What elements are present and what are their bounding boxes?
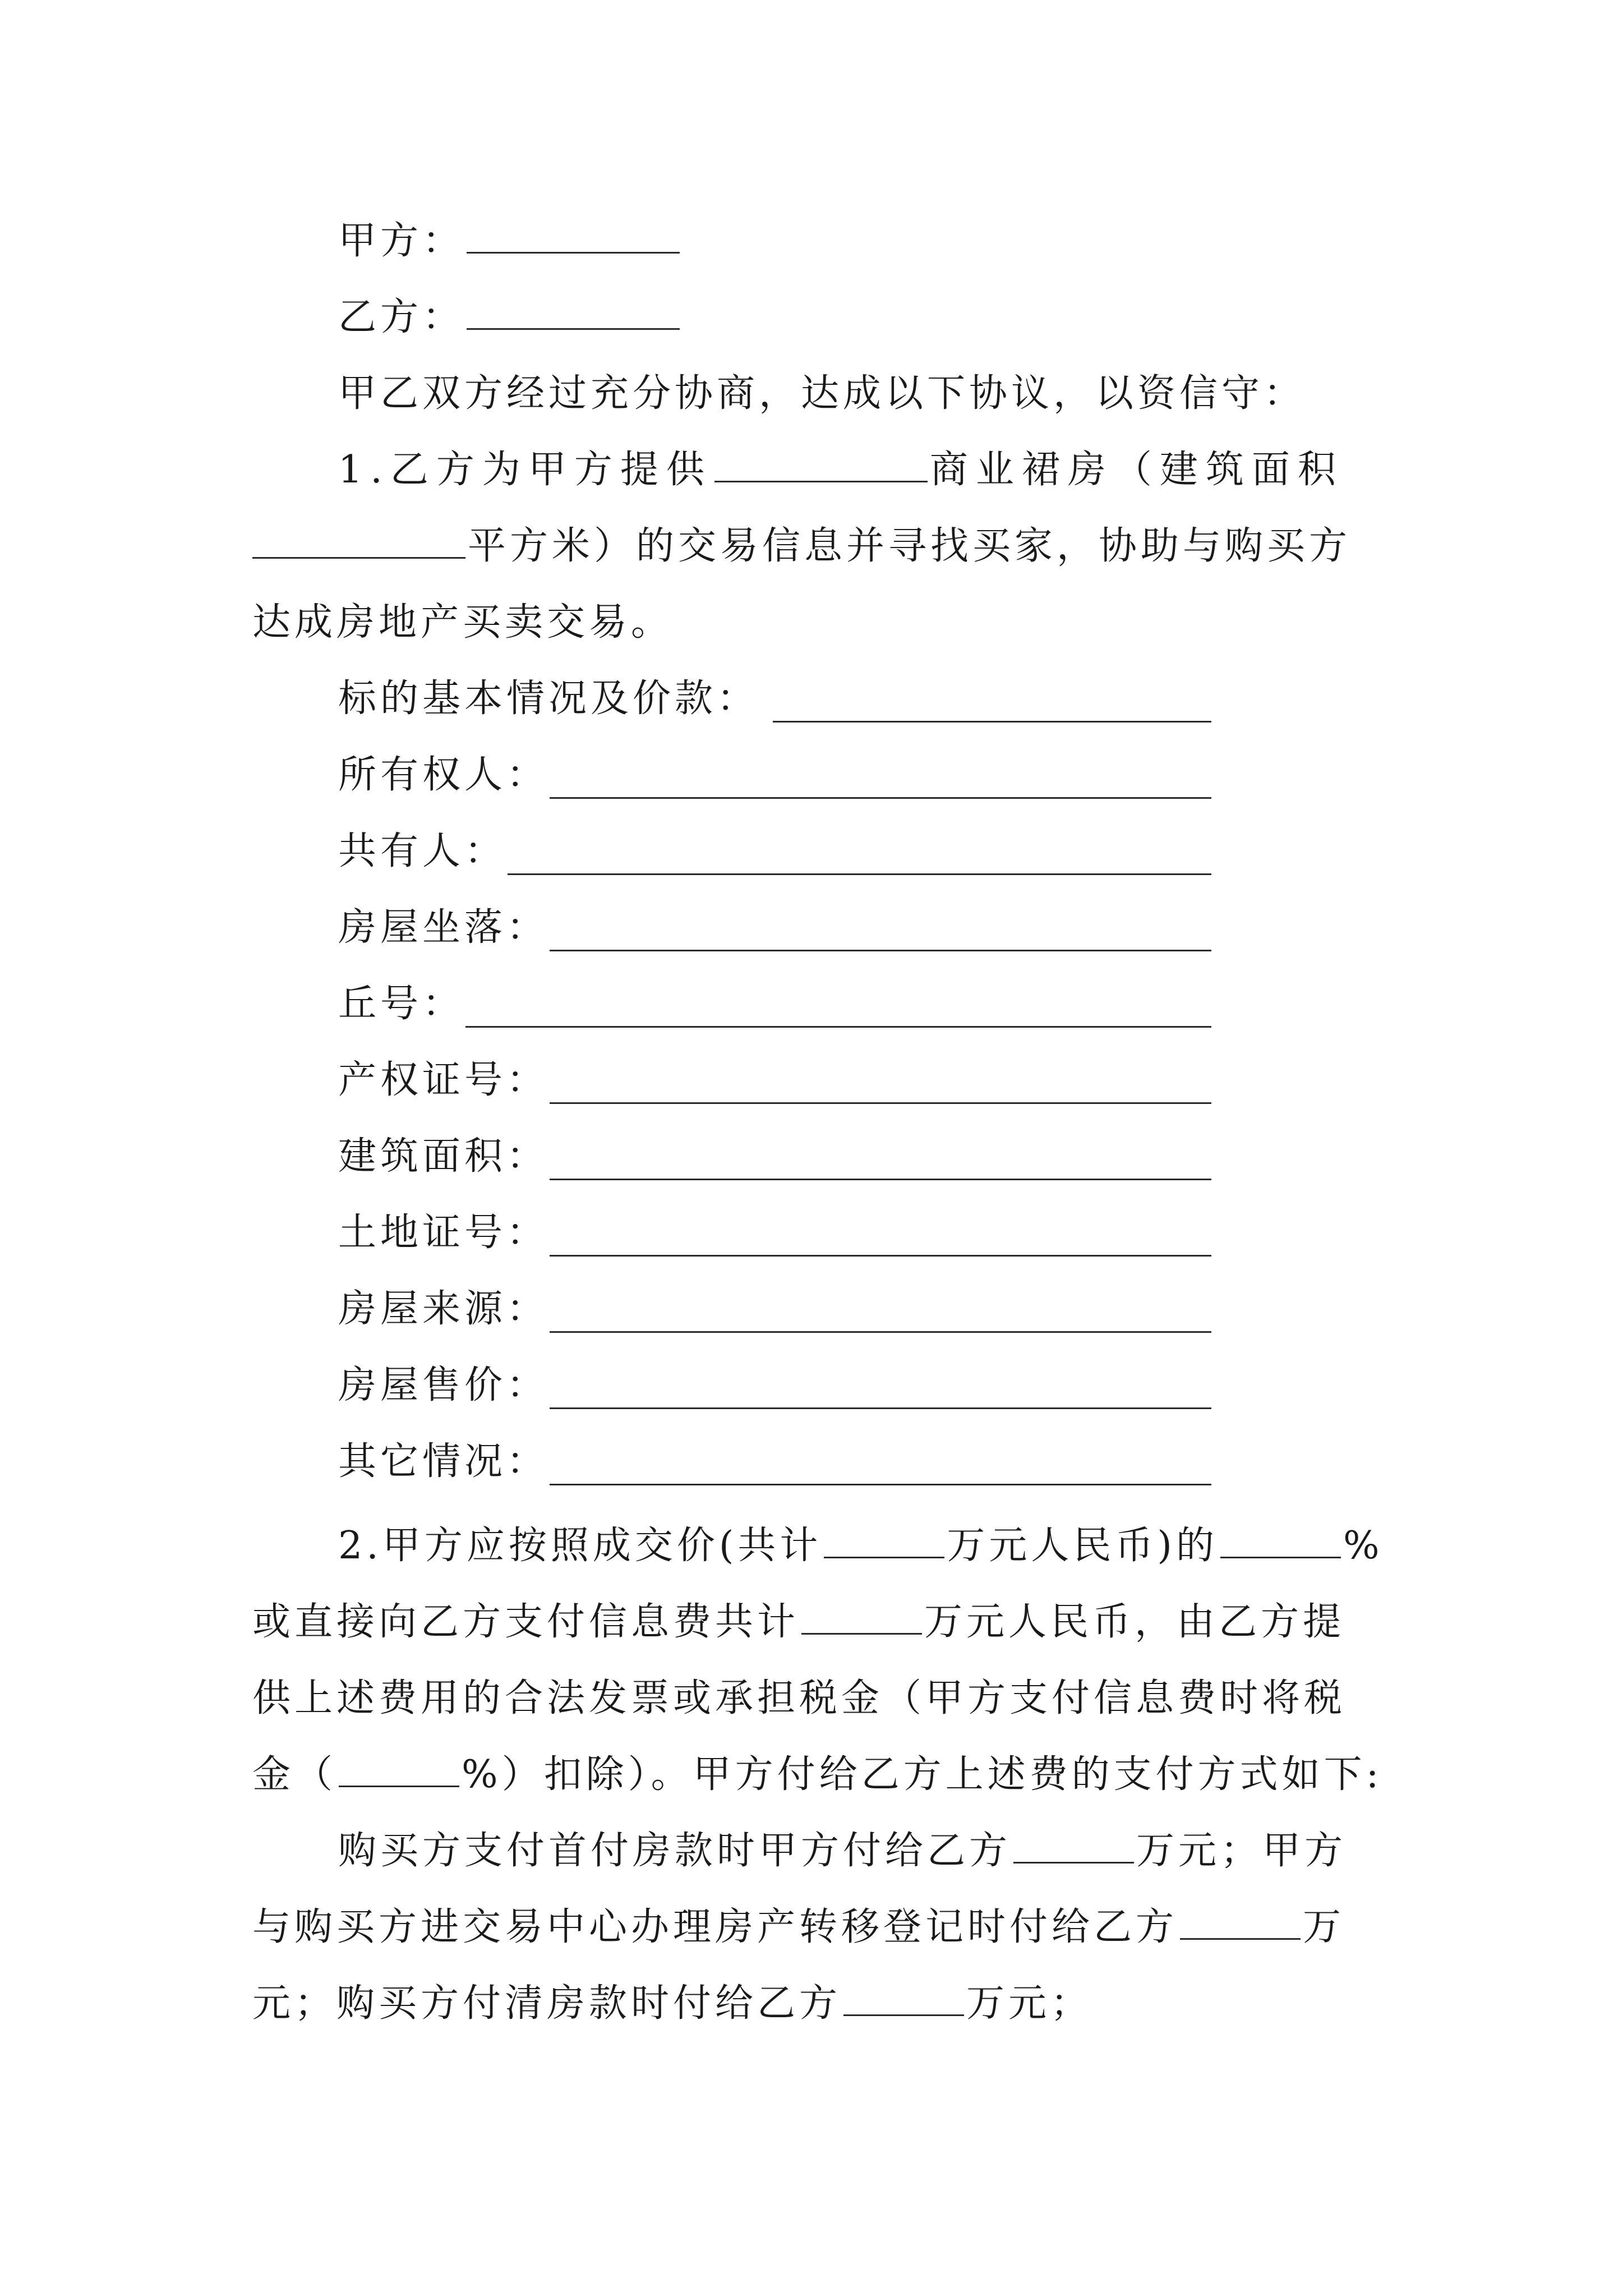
clause1-line1: [338, 442, 1460, 498]
payment-line3: [252, 1976, 1380, 2032]
payment-blank-1[interactable]: [1013, 1829, 1134, 1864]
payment-l1b: 万元；甲方: [1136, 1829, 1347, 1873]
payment-l2b: 万: [1303, 1905, 1345, 1949]
clause1-blank-area[interactable]: [252, 524, 465, 559]
party-b-label: 乙方：: [338, 295, 465, 339]
clause2-l2a: 或直接向乙方支付信息费共计: [252, 1600, 800, 1644]
field-label: 土地证号：: [338, 1211, 549, 1255]
clause1-line3: [252, 595, 1380, 651]
payment-blank-2[interactable]: [1180, 1906, 1301, 1940]
field-row: [338, 823, 1460, 880]
field-blank[interactable]: [550, 1406, 1211, 1409]
field-blank[interactable]: [550, 1254, 1211, 1257]
clause2-blank-fee[interactable]: [801, 1600, 922, 1635]
field-label: 丘号：: [338, 982, 465, 1026]
payment-line2: [252, 1899, 1380, 1955]
clause2-l2b: 万元人民币，由乙方提: [924, 1600, 1345, 1644]
field-label: 共有人：: [338, 829, 507, 873]
field-blank[interactable]: [550, 949, 1211, 951]
clause2-blank-price[interactable]: [824, 1524, 944, 1558]
clause1-part1: 1.乙方为甲方提供: [338, 448, 712, 492]
field-label: 房屋来源：: [338, 1287, 549, 1331]
field-row: [338, 1052, 1460, 1108]
payment-l1a: 购买方支付首付房款时甲方付给乙方: [338, 1829, 1012, 1873]
party-a-line: [338, 213, 1460, 269]
clause2-l1b: 万元人民币)的: [947, 1524, 1218, 1568]
field-blank[interactable]: [550, 1483, 1211, 1485]
field-row: [338, 976, 1460, 1032]
payment-l3a: 元；购买方付清房款时付给乙方: [252, 1981, 842, 2026]
field-blank[interactable]: [465, 1025, 1211, 1028]
clause2-l4b: %）扣除）。甲方付给乙方上述费的支付方式如下:: [462, 1752, 1383, 1797]
clause2-l1c: %: [1343, 1524, 1384, 1568]
field-label: 建筑面积：: [338, 1134, 549, 1179]
field-blank[interactable]: [773, 720, 1211, 723]
field-blank[interactable]: [550, 1101, 1211, 1104]
clause1-line2: [252, 518, 1380, 574]
field-blank[interactable]: [508, 872, 1211, 875]
clause2-line2: [252, 1594, 1380, 1650]
field-row: [338, 1434, 1460, 1490]
field-label: 房屋售价：: [338, 1363, 549, 1407]
field-blank[interactable]: [550, 1177, 1211, 1180]
field-row: [338, 747, 1460, 803]
payment-blank-3[interactable]: [843, 1982, 964, 2016]
clause1-part4: 达成房地产买卖交易。: [252, 600, 674, 645]
clause2-l3: 供上述费用的合法发票或承担税金（甲方支付信息费时将税: [252, 1676, 1347, 1720]
field-label: 房屋坐落：: [338, 905, 549, 950]
clause2-l1a: 2.甲方应按照成交价(共计: [338, 1524, 822, 1568]
field-blank[interactable]: [550, 1330, 1211, 1333]
clause2-line1: [338, 1518, 1460, 1574]
field-row: [338, 1205, 1460, 1261]
field-blank[interactable]: [550, 796, 1211, 799]
field-label: 所有权人：: [338, 753, 549, 797]
clause1-blank-target[interactable]: [714, 448, 928, 482]
clause1-part3: 平方米）的交易信息并寻找买家，协助与购买方: [468, 524, 1352, 568]
party-a-label: 甲方：: [338, 219, 465, 263]
payment-l3b: 万元；: [966, 1981, 1093, 2026]
party-a-blank[interactable]: [467, 219, 680, 254]
clause2-blank-percent[interactable]: [1220, 1524, 1341, 1558]
field-row: [338, 900, 1460, 956]
field-row: [338, 1358, 1460, 1414]
clause2-l4a: 金（: [252, 1752, 337, 1797]
field-row: [338, 671, 1460, 727]
field-row: [338, 1281, 1460, 1337]
field-row: [338, 1129, 1460, 1185]
party-b-line: [338, 289, 1460, 346]
payment-line1: [338, 1823, 1460, 1879]
clause2-blank-tax[interactable]: [339, 1753, 459, 1787]
party-b-blank[interactable]: [467, 296, 680, 330]
intro-text: 甲乙双方经过充分协商，达成以下协议，以资信守：: [338, 371, 1306, 416]
clause2-line3: [252, 1671, 1380, 1727]
clause1-part2: 商业裙房（建筑面积: [929, 448, 1344, 492]
payment-l2a: 与购买方进交易中心办理房产转移登记时付给乙方: [252, 1905, 1178, 1949]
field-label: 其它情况：: [338, 1439, 549, 1484]
clause2-line4: [252, 1747, 1383, 1803]
intro-line: [338, 366, 1460, 422]
field-label: 标的基本情况及价款：: [338, 677, 759, 721]
field-label: 产权证号：: [338, 1058, 549, 1102]
